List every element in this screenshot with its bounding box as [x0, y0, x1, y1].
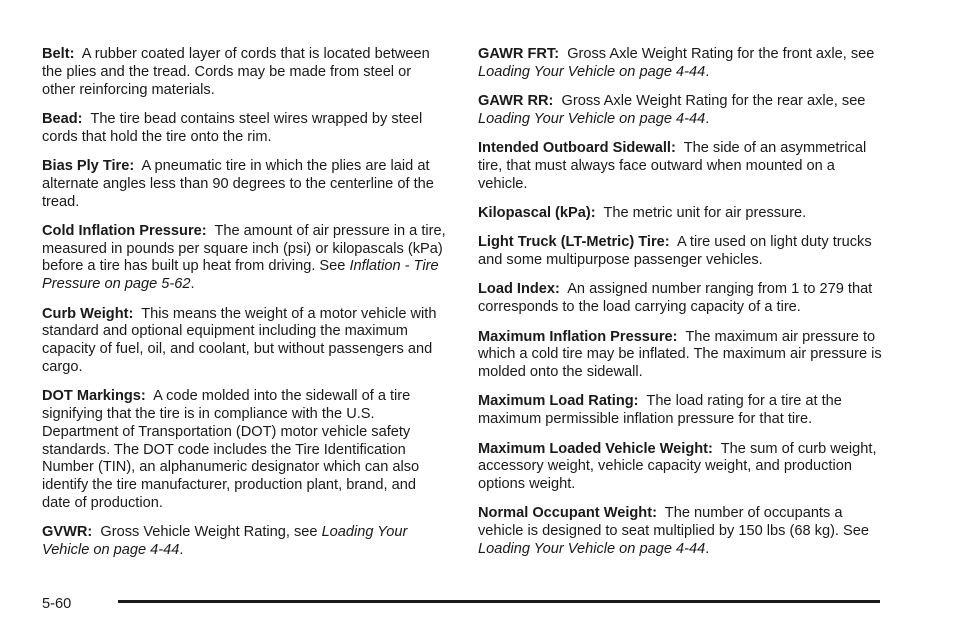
- glossary-definition: A rubber coated layer of cords that is located between the plies and the tread. Cords may be made from steel or other reinforcing materials.: [42, 46, 430, 98]
- glossary-definition: The maximum air pressure to which a cold tire may be inflated. The maximum air pressure is molded onto the sidewall.: [478, 328, 882, 381]
- footer-rule: [118, 600, 880, 603]
- glossary-term: Light Truck (LT-Metric) Tire:: [478, 234, 670, 251]
- glossary-definition: An assigned number ranging from 1 to 279 that corresponds to the load carrying capacity of a tire.: [478, 281, 873, 316]
- glossary-term: GAWR RR:: [478, 93, 554, 110]
- glossary-entry: [478, 140, 882, 193]
- glossary-definition: A tire used on light duty trucks and some multipurpose passenger vehicles.: [478, 234, 872, 269]
- cross-reference-link[interactable]: Loading Your Vehicle on page 4-44: [478, 110, 706, 127]
- glossary-term: Maximum Inflation Pressure:: [478, 328, 678, 345]
- glossary-definition: The metric unit for air pressure.: [603, 205, 807, 222]
- glossary-term: Maximum Load Rating:: [478, 393, 639, 410]
- glossary-entry: [42, 388, 446, 513]
- trailing-punctuation: .: [705, 63, 710, 80]
- cross-reference-link[interactable]: Inflation - Tire Pressure on page 5-62: [42, 258, 439, 293]
- glossary-term: Belt:: [42, 46, 75, 62]
- glossary-definition: Gross Vehicle Weight Rating, see: [100, 524, 318, 541]
- glossary-definition: The load rating for a tire at the maximum permissible inflation pressure for that tire.: [478, 393, 842, 428]
- right-column: [478, 46, 882, 570]
- glossary-term: Load Index:: [478, 281, 560, 298]
- glossary-definition: The sum of curb weight, accessory weight, vehicle capacity weight, and production options weight.: [478, 440, 877, 493]
- glossary-definition: The number of occupants a vehicle is designed to seat multiplied by 150 lbs (68 kg). See: [478, 505, 870, 540]
- trailing-punctuation: .: [705, 541, 710, 558]
- glossary-entry: [42, 524, 446, 560]
- page-number: 5-60: [42, 596, 72, 612]
- glossary-term: Cold Inflation Pressure:: [42, 222, 207, 239]
- glossary-term: Intended Outboard Sidewall:: [478, 140, 676, 157]
- glossary-entry: [478, 234, 882, 270]
- trailing-punctuation: .: [179, 542, 184, 559]
- glossary-entry: [478, 505, 882, 558]
- glossary-term: Bias Ply Tire:: [42, 157, 135, 174]
- glossary-entry: [478, 393, 882, 429]
- trailing-punctuation: .: [705, 110, 710, 127]
- glossary-term: GAWR FRT:: [478, 46, 560, 62]
- glossary-term: DOT Markings:: [42, 388, 146, 405]
- glossary-definition: A pneumatic tire in which the plies are laid at alternate angles less than 90 degrees to the centerline of the tread.: [42, 157, 434, 210]
- glossary-definition: Gross Axle Weight Rating for the rear axle, see: [561, 93, 866, 110]
- glossary-definition: Gross Axle Weight Rating for the front axle, see: [567, 46, 875, 62]
- glossary-entry: [42, 111, 446, 147]
- cross-reference-link[interactable]: Loading Your Vehicle on page 4-44: [478, 63, 706, 80]
- glossary-term: Kilopascal (kPa):: [478, 205, 596, 222]
- glossary-entry: [42, 306, 446, 377]
- glossary-term: Maximum Loaded Vehicle Weight:: [478, 440, 713, 457]
- glossary-term: Curb Weight:: [42, 305, 134, 322]
- left-column: [42, 46, 446, 571]
- glossary-definition: The amount of air pressure in a tire, measured in pounds per square inch (psi) or kilopascals (kPa) before a tire has built up heat from driving. See: [42, 222, 446, 275]
- glossary-entry: [42, 223, 446, 294]
- glossary-term: Bead:: [42, 110, 83, 127]
- cross-reference-link[interactable]: Loading Your Vehicle on page 4-44: [478, 541, 706, 558]
- glossary-definition: The tire bead contains steel wires wrapped by steel cords that hold the tire onto the rim.: [42, 110, 423, 145]
- glossary-definition: This means the weight of a motor vehicle with standard and optional equipment including the maximum capacity of fuel, oil, and coolant, but without passengers and cargo.: [42, 305, 437, 375]
- glossary-term: Normal Occupant Weight:: [478, 505, 657, 522]
- glossary-entry: [478, 281, 882, 317]
- trailing-punctuation: .: [190, 276, 195, 293]
- glossary-definition: A code molded into the sidewall of a tire signifying that the tire is in compliance with the U.S. Department of Transportation (DOT) motor vehicle safety standards. The DOT code includes the Tire Identification Number (TIN), an alphanumeric designator which can also identify the tire manufacturer, production plant, brand, and date of production.: [42, 388, 420, 512]
- glossary-term: GVWR:: [42, 524, 93, 541]
- glossary-definition: The side of an asymmetrical tire, that must always face outward when mounted on a vehicle.: [478, 140, 867, 192]
- glossary-entry: [42, 158, 446, 211]
- glossary-entry: [478, 441, 882, 494]
- glossary-entry: [478, 46, 882, 82]
- glossary-entry: [478, 329, 882, 382]
- cross-reference-link[interactable]: Loading Your Vehicle on page 4-44: [42, 524, 408, 559]
- glossary-entry: [478, 205, 882, 223]
- glossary-entry: [42, 46, 446, 99]
- glossary-entry: [478, 93, 882, 129]
